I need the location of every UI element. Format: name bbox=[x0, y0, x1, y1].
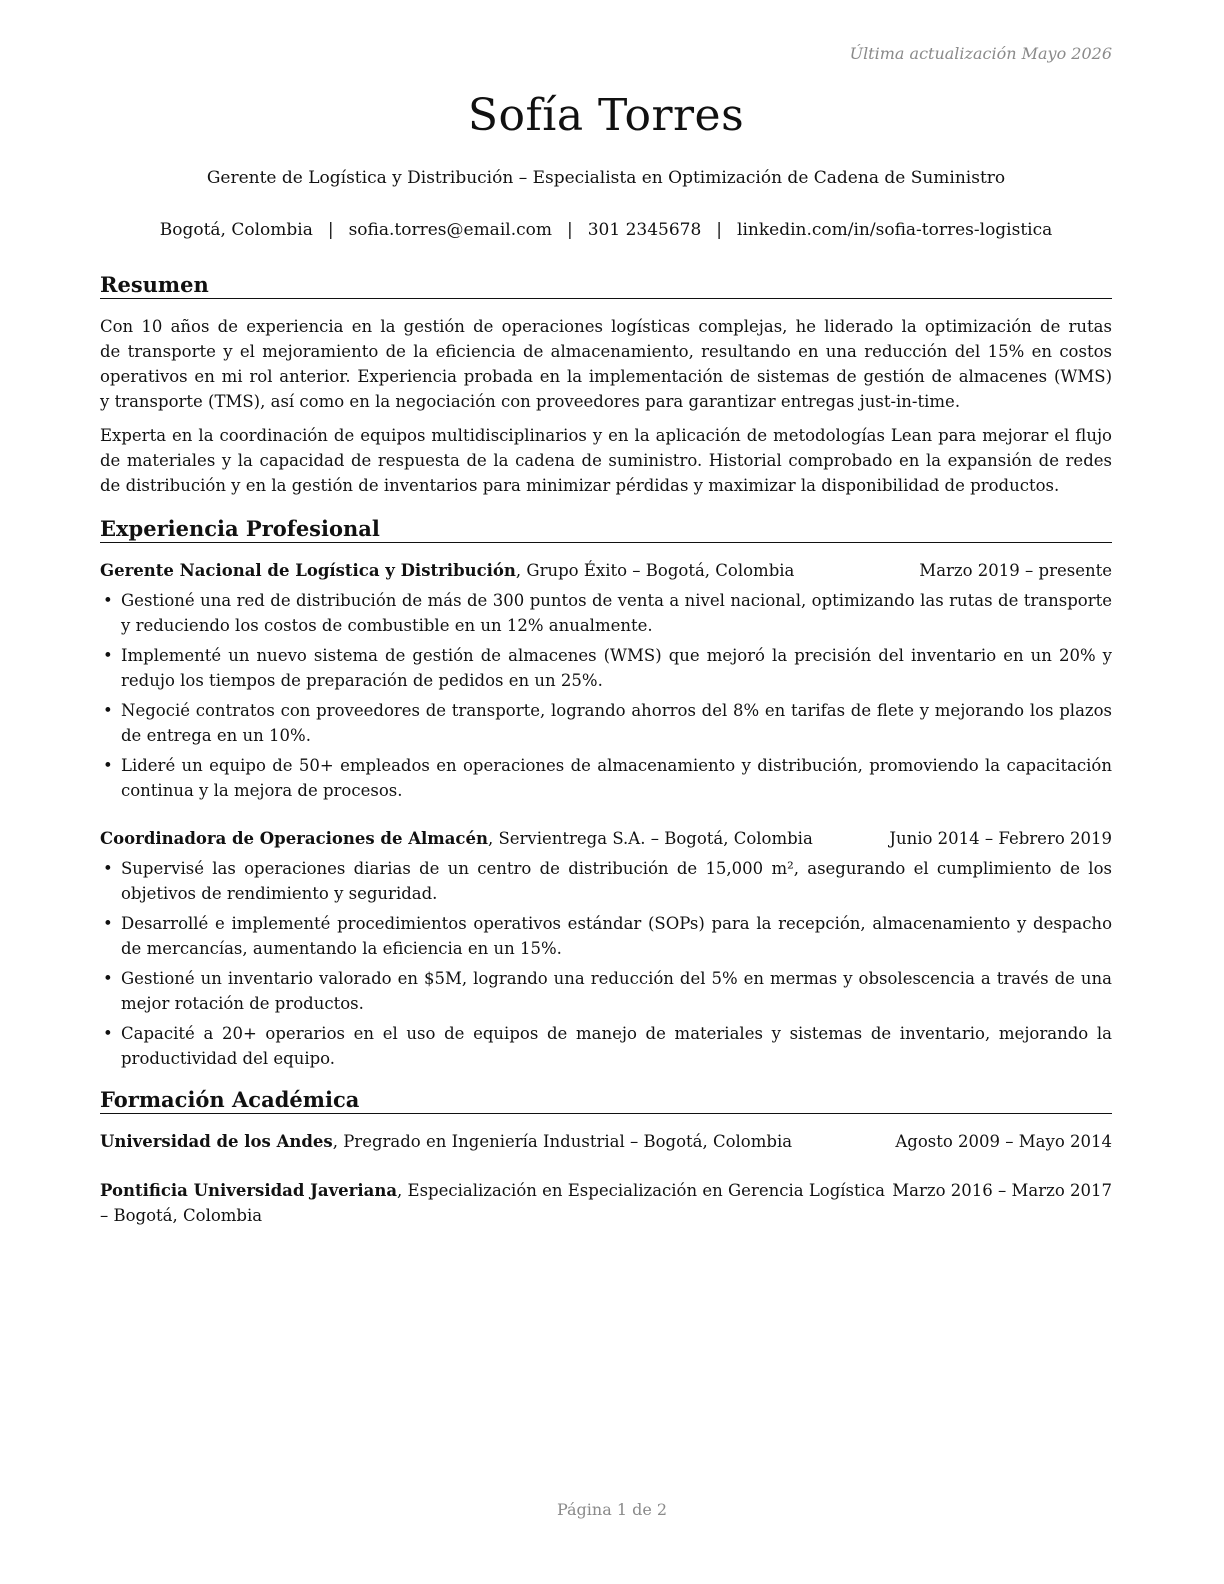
bullet-line: Supervisé las operaciones diarias de un centro de distribución de 15,000 m², asegurando el cumplimiento de los bbox=[121, 859, 1112, 878]
summary-line: de transporte y el mejoramiento de la eficiencia de almacenamiento, resultando en una reducción del 15% en costos bbox=[100, 342, 1112, 361]
bullet-item bbox=[100, 698, 1112, 748]
candidate-name: Sofía Torres bbox=[467, 90, 745, 141]
summary-line: Con 10 años de experiencia en la gestión de operaciones logísticas complejas, he liderado la optimización de rutas bbox=[100, 317, 1112, 336]
summary-line: de materiales y la capacidad de respuesta de la cadena de suministro. Historial comprobado en la expansión de redes bbox=[100, 451, 1112, 470]
bullet-item bbox=[100, 966, 1112, 1016]
bullet-line: productividad del equipo. bbox=[121, 1049, 336, 1068]
section-title-experience: Experiencia Profesional bbox=[100, 516, 1112, 543]
contact-line bbox=[100, 220, 1112, 240]
bullet-line: Desarrollé e implementé procedimientos operativos estándar (SOPs) para la recepción, almacenamiento y despacho bbox=[121, 914, 1112, 933]
contact-phone: 301 2345678 bbox=[587, 220, 702, 240]
education-dates: Marzo 2016 – Marzo 2017 bbox=[892, 1181, 1112, 1200]
job-dates: Marzo 2019 – presente bbox=[919, 561, 1112, 580]
bullet-line: Negocié contratos con proveedores de transporte, logrando ahorros del 8% en tarifas de flete y mejorando los plazos bbox=[121, 701, 1112, 720]
bullet-line: Capacité a 20+ operarios en el uso de equipos de manejo de materiales y sistemas de inventario, mejorando la bbox=[121, 1024, 1112, 1043]
bullet-icon: • bbox=[103, 969, 113, 988]
school-name: Universidad de los Andes bbox=[100, 1132, 333, 1151]
job-title: Coordinadora de Operaciones de Almacén bbox=[100, 829, 488, 848]
job-bullets bbox=[100, 588, 1112, 808]
bullet-line: mejor rotación de productos. bbox=[121, 994, 364, 1013]
bullet-line: redujo los tiempos de preparación de pedidos en un 25%. bbox=[121, 671, 603, 690]
bullet-icon: • bbox=[103, 859, 113, 878]
bullet-icon: • bbox=[103, 914, 113, 933]
bullet-line: continua y la mejora de procesos. bbox=[121, 781, 403, 800]
bullet-line: de mercancías, aumentando la eficiencia en un 15%. bbox=[121, 939, 562, 958]
job-header bbox=[100, 826, 1112, 851]
job-organization: , Servientrega S.A. – Bogotá, Colombia bbox=[487, 829, 813, 848]
bullet-item bbox=[100, 856, 1112, 906]
bullet-item bbox=[100, 911, 1112, 961]
bullet-line: Lideré un equipo de 50+ empleados en operaciones de almacenamiento y distribución, promoviendo la capacitación bbox=[121, 756, 1112, 775]
degree-detail: , Pregrado en Ingeniería Industrial – Bogotá, Colombia bbox=[332, 1132, 793, 1151]
bullet-line: Implementé un nuevo sistema de gestión de almacenes (WMS) que mejoró la precisión del inventario en un 20% y bbox=[121, 646, 1112, 665]
section-title-summary: Resumen bbox=[100, 272, 1112, 299]
job-dates: Junio 2014 – Febrero 2019 bbox=[889, 829, 1112, 848]
contact-linkedin[interactable]: linkedin.com/in/sofia-torres-logistica bbox=[737, 220, 1053, 240]
contact-separator: | bbox=[716, 220, 723, 240]
contact-email[interactable]: sofia.torres@email.com bbox=[348, 220, 552, 240]
degree-detail-continued: – Bogotá, Colombia bbox=[100, 1206, 263, 1225]
last-updated: Última actualización Mayo 2026 bbox=[849, 44, 1112, 63]
bullet-line: objetivos de rendimiento y seguridad. bbox=[121, 884, 438, 903]
bullet-item bbox=[100, 1021, 1112, 1071]
job-header bbox=[100, 558, 1112, 583]
contact-separator: | bbox=[327, 220, 334, 240]
job-bullets bbox=[100, 856, 1112, 1076]
bullet-item bbox=[100, 643, 1112, 693]
bullet-line: Gestioné una red de distribución de más de 300 puntos de venta a nivel nacional, optimizando las rutas de transporte bbox=[121, 591, 1112, 610]
school-name: Pontificia Universidad Javeriana bbox=[100, 1181, 398, 1200]
education-entry bbox=[100, 1178, 1112, 1228]
summary-paragraph-2 bbox=[100, 423, 1112, 498]
summary-line: y transporte (TMS), así como en la negociación con proveedores para garantizar entregas just-in-time. bbox=[100, 392, 961, 411]
section-title-education: Formación Académica bbox=[100, 1087, 1112, 1114]
education-entry bbox=[100, 1129, 1112, 1154]
degree-detail: , Especialización en Especialización en Gerencia Logística bbox=[397, 1181, 886, 1200]
bullet-icon: • bbox=[103, 646, 113, 665]
headline: Gerente de Logística y Distribución – Especialista en Optimización de Cadena de Suministro bbox=[206, 168, 1006, 188]
bullet-icon: • bbox=[103, 701, 113, 720]
page-number: Página 1 de 2 bbox=[556, 1500, 668, 1519]
bullet-item bbox=[100, 753, 1112, 803]
summary-line: de distribución y en la gestión de inventarios para minimizar pérdidas y maximizar la disponibilidad de productos. bbox=[100, 476, 1060, 495]
bullet-line: y reduciendo los costos de combustible en un 12% anualmente. bbox=[121, 616, 653, 635]
bullet-icon: • bbox=[103, 1024, 113, 1043]
education-dates: Agosto 2009 – Mayo 2014 bbox=[895, 1132, 1112, 1151]
bullet-icon: • bbox=[103, 591, 113, 610]
contact-separator: | bbox=[566, 220, 573, 240]
summary-paragraph-1 bbox=[100, 314, 1112, 414]
bullet-line: Gestioné un inventario valorado en $5M, logrando una reducción del 5% en mermas y obsolescencia a través de una bbox=[121, 969, 1112, 988]
job-organization: , Grupo Éxito – Bogotá, Colombia bbox=[515, 561, 795, 580]
bullet-item bbox=[100, 588, 1112, 638]
job-title: Gerente Nacional de Logística y Distribución bbox=[100, 561, 516, 580]
bullet-icon: • bbox=[103, 756, 113, 775]
summary-line: Experta en la coordinación de equipos multidisciplinarios y en la aplicación de metodologías Lean para mejorar el flujo bbox=[100, 426, 1112, 445]
summary-line: operativos en mi rol anterior. Experiencia probada en la implementación de sistemas de gestión de almacenes (WMS) bbox=[100, 367, 1112, 386]
contact-location: Bogotá, Colombia bbox=[159, 220, 313, 240]
bullet-line: de entrega en un 10%. bbox=[121, 726, 311, 745]
